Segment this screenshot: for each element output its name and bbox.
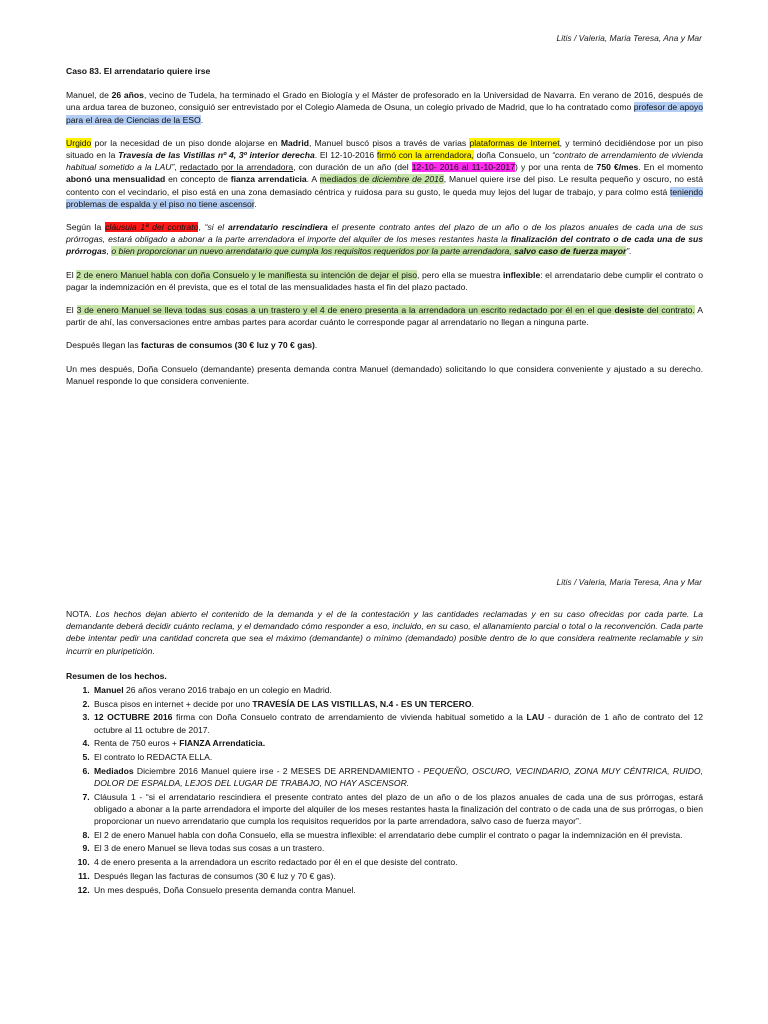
highlight-green: o bien proporcionar un nuevo arrendatario que cumpla los requisitos requeridos por la parte arrendadora, (111, 246, 515, 257)
list-item: 7. Cláusula 1 - “si el arrendatario rescindiera el presente contrato antes del plazo de un año o de los plazos anuales de cada una de sus prórrogas, estará obligado a abonar a la parte arrendadora el importe del alquiler de los meses restantes hasta la finalización del contrato o de cada una de sus prórrogas, o bien proporcionar un nuevo arrendatario que cumpla los requisitos requeridos por la parte arrendadora, salvo caso de fuerza mayor”. (92, 791, 703, 828)
highlight-green: salvo caso de fuerza mayor (514, 246, 627, 257)
paragraph-2-enero: El 2 de enero Manuel habla con doña Consuelo y le manifiesta su intención de dejar el piso, pero ella se muestra inflexible: el arrendatario debe cumplir el contrato o pagar la indemnización en él prevista, que es el total de las mensualidades hasta el fin del plazo pactado. (66, 269, 703, 292)
list-item: 11. Después llegan las facturas de consumos (30 € luz y 70 € gas). (92, 870, 703, 882)
list-item: 10. 4 de enero presenta a la arrendadora un escrito redactado por él en el que desiste del contrato. (92, 856, 703, 868)
list-item: 12. Un mes después, Doña Consuelo presenta demanda contra Manuel. (92, 884, 703, 896)
paragraph-clausula: Según la cláusula 1ª del contrato, “si el arrendatario rescindiera el presente contrato antes del plazo de un año o de los plazos anuales de cada una de sus prórrogas, estará obligado a abonar a la parte arrendadora el importe del alquiler de los meses restantes hasta la finalización del contrato o de cada una de sus prórrogas, o bien proporcionar un nuevo arrendatario que cumpla los requisitos requeridos por la parte arrendadora, salvo caso de fuerza mayor”. (66, 222, 703, 257)
list-item: 8. El 2 de enero Manuel habla con doña Consuelo, ella se muestra inflexible: el arrendatario debe cumplir el contrato o pagar la indemnización en él prevista. (92, 829, 703, 841)
resumen-title: Resumen de los hechos. (66, 670, 167, 681)
resumen-list (66, 684, 703, 896)
highlight-green: 3 de enero Manuel se lleva todas sus cosas a un trastero y el 4 de enero presenta a la arrendadora un escrito redactado por él en el que (76, 305, 615, 316)
highlight-green: del contrato. (644, 305, 695, 316)
highlight-magenta: 12-10- 2016 al 11-10-2017 (411, 162, 515, 173)
paragraph-3-enero: El 3 de enero Manuel se lleva todas sus cosas a un trastero y el 4 de enero presenta a la arrendadora un escrito redactado por él en el que desiste del contrato. A partir de ahí, las conversaciones entre ambas partes para acordar cuánto le corresponde pagar al arrendatario no llegan a ninguna parte. (66, 305, 704, 328)
list-item: 6. Mediados Diciembre 2016 Manuel quiere irse - 2 MESES DE ARRENDAMIENTO - PEQUEÑO, OSCURO, VECINDARIO, ZONA MUY CÉNTRICA, RUIDO, DOLOR DE ESPALDA, LEJOS DEL LUGAR DE TRABAJO, NO HAY ASCENSOR. (92, 765, 703, 789)
list-item: 2. Busca pisos en internet + decide por uno TRAVESÍA DE LAS VISTILLAS, N.4 - ES UN TERCERO. (92, 698, 703, 710)
list-item: 4. Renta de 750 euros + FIANZA Arrendaticia. (92, 737, 703, 749)
highlight-yellow: plataformas de Internet (469, 137, 560, 148)
list-item: 1. Manuel 26 años verano 2016 trabajo en un colegio en Madrid. (92, 684, 703, 696)
highlight-yellow: Urgido (66, 137, 92, 148)
list-item: 5. El contrato lo REDACTA ELLA. (92, 751, 703, 763)
paragraph-facturas: Después llegan las facturas de consumos (30 € luz y 70 € gas). (66, 340, 318, 351)
nota-paragraph: NOTA. Los hechos dejan abierto el contenido de la demanda y el de la contestación y las cantidades reclamadas y en su caso ofrecidas por cada parte. La demandante deberá decidir cuánto reclama, y el demandado cómo responder a eso, incluido, en su caso, el allanamiento parcial o total o la reconvención. Cada parte debe intentar pedir una cantidad concreta que sea el máximo (demandante) o mínimo (demandado) posible dentro de lo que considera realmente reclamable y sin incurrir en pluripetición. (66, 609, 703, 656)
list-item: 9. El 3 de enero Manuel se lleva todas sus cosas a un trastero. (92, 842, 703, 854)
highlight-green: diciembre de 2016 (372, 174, 444, 185)
highlight-blue: profesor de apoyo para el área de Ciencias de la ESO (66, 102, 703, 125)
document-page-1 (0, 0, 768, 500)
case-title: Caso 83. El arrendatario quiere irse (66, 66, 211, 76)
highlight-green: 2 de enero Manuel habla con doña Consuelo y le manifiesta su intención de dejar el piso (76, 269, 417, 280)
paragraph-piso: Urgido por la necesidad de un piso donde alojarse en Madrid, Manuel buscó pisos a través de varias plataformas de Internet, y terminó decidiéndose por un piso situado en la Travesía de las Vistillas nº 4, 3º interior derecha. El 12-10-2016 firmó con la arrendadora, doña Consuelo, un “contrato de arrendamiento de vivienda habitual sometido a la LAU”, redactado por la arrendadora, con duración de un año (del 12-10- 2016 al 11-10-2017) y por una renta de 750 €/mes. En el momento abonó una mensualidad en concepto de fianza arrendaticia. A mediados de diciembre de 2016, Manuel quiere irse del piso. Le resulta pequeño y oscuro, no está contento con el vecindario, el piso está en una zona demasiado céntrica y ruidosa para su gusto, le queda muy lejos del lugar de trabajo, y para colmo está teniendo problemas de espalda y el piso no tiene ascensor. (66, 137, 703, 209)
list-item: 3. 12 OCTUBRE 2016 firma con Doña Consuelo contrato de arrendamiento de vivienda habitual sometido a la LAU - duración de 1 año de contrato del 12 octubre al 11 octubre de 2017. (92, 711, 703, 735)
highlight-blue: teniendo problemas de espalda y el piso no tiene ascensor (66, 186, 703, 209)
highlight-red: cláusula 1ª del contrato (105, 222, 199, 233)
highlight-yellow: firmó con la arrendadora, (376, 150, 474, 161)
page-1-content (66, 65, 703, 398)
running-header-authors: Litis / Valeria, Maria Teresa, Ana y Mar (556, 33, 702, 43)
highlight-green: desiste (614, 305, 645, 316)
running-header-authors: Litis / Valeria, Maria Teresa, Ana y Mar (556, 577, 702, 587)
paragraph-intro: Manuel, de 26 años, vecino de Tudela, ha terminado el Grado en Biología y el Máster de profesorado en la Universidad de Navarra. En verano de 2016, después de una ardua tarea de buzoneo, consiguió ser entrevistado por el Colegio Alameda de Osuna, un colegio privado de Madrid, que lo ha contratado como profesor de apoyo para el área de Ciencias de la ESO. (66, 90, 703, 125)
paragraph-demanda: Un mes después, Doña Consuelo (demandante) presenta demanda contra Manuel (demandado) solicitando lo que considera conveniente y ajustado a su derecho. Manuel responde lo que considera conveniente. (66, 363, 703, 386)
page-2-content (66, 608, 703, 897)
document-page-2 (0, 572, 768, 1024)
highlight-green: mediados de (319, 174, 373, 185)
